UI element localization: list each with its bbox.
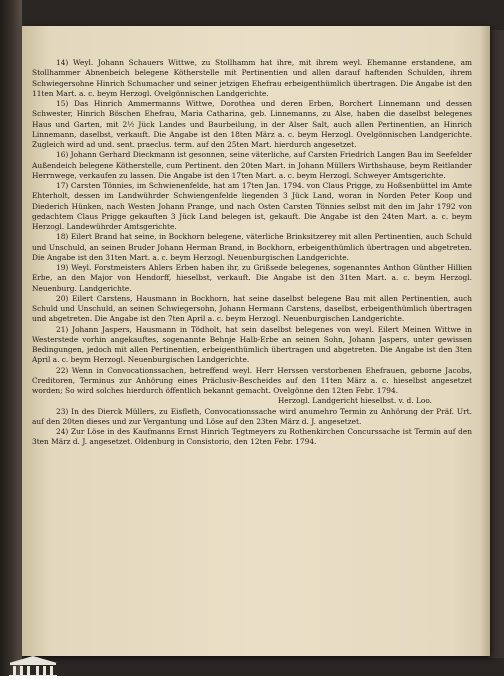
signature-line: Herzogl. Landgericht hieselbst. v. d. Loo. (277, 396, 432, 406)
entry-22: 22) Wenn in Convocationssachen, betreffend weyl. Herr Herssen verstorbenen Ehefrauen, geborne Jacobs, Creditoren, Terminus zur Anhörung eines Präclusiv-Bescheides auf den 11ten März a. c. hieselbst angesetzet worden; So wird solches hierdurch öffentlich bekannt gemacht. Ovelgönne den 12ten Febr. 1794. (32, 365, 472, 395)
book-spine-edge (0, 0, 22, 683)
entry-23: 23) In des Dierck Müllers, zu Eisfleth, Convocationssache wird anumehro Termin zu Anhörung der Präf. Urt. auf den 20ten dieses und zur Vergantung und Löse auf den 23ten März d. J. angesetzet. (32, 406, 472, 426)
entry-18: 18) Eilert Brand hat seine, in Bockhorn belegene, väterliche Brinksitzerey mit allen Pertinentien, auch Schuld und Unschuld, an seinen Bruder Johann Herman Brand, in Bockhorn, erbeigenthümlich übertragen und abgetreten. Die Angabe ist den 31ten Mart. a. c. beym Herzogl. Neuenburgischen Landgerichte. (32, 232, 472, 262)
entry-20: 20) Eilert Carstens, Hausmann in Bockhorn, hat seine daselbst belegene Bau mit allen Pertinentien, auch Schuld und Unschuld, an seinen Schwiegersohn, Johann Hermann Carstens, daselbst, erbeigenthümlich übertragen und abgetreten. Die Angabe ist den 7ten April a. c. beym Herzogl. Neuenburgischen Landgerichte. (32, 293, 472, 324)
entry-16: 16) Johann Gerhard Dieckmann ist gesonnen, seine väterliche, auf Carsten Friedrich Langen Bau im Seefelder Außendeich belegene Kötherstelle, cum Pertinent. den 20ten Mart. in Johann Müllers Wirthshause, beym Reitlander Herrnwege, verkaufen zu lassen. Die Angabe ist den 17ten Mart. a. c. beym Herzogl. Schweyer Amtsgerichte. (32, 150, 472, 180)
footer-bar (0, 676, 504, 683)
entry-19: 19) Weyl. Forstmeisters Ahlers Erben haben ihr, zu Grißsede belegenes, sogenanntes Anthon Günther Hillien Erbe, an den Major von Hendorff, hieselbst, verkauft. Die Angabe ist den 31ten Mart. a. c. beym Herzogl. Neuenburg. Landgerichte. (32, 263, 472, 293)
entry-15: 15) Das Hinrich Ammermanns Wittwe, Dorothea und deren Erben, Borchert Linnemann und dessen Schwester, Hinrich Böschen Ehefrau, Maria Catharina, geb. Linnemanns, zu Alse, haben die daselbst belegenes Haus und Garten, mit 2½ Jück Landes und Baurbeilung, in der Alser Salt, auch allen Pertinentien, an Hinrich Linnemann, daselbst, verkauft. Die Angabe ist den 18ten März a. c. beym Herzogl. Ovelgönnischen Landgerichte. Zugleich wird ad und. sent. praeclus. term. auf den 25ten Mart. hierdurch angesetzet. (32, 99, 472, 149)
document-body (32, 58, 472, 448)
entry-24: 24) Zur Löse in des Kaufmanns Ernst Hinrich Tegtmeyers zu Rothenkirchen Concurssache ist Termin auf den 3ten März d. J. angesetzet. Oldenburg in Consistorio, den 12ten Febr. 1794. (32, 427, 472, 447)
entry-21: 21) Johann Jaspers, Hausmann in Tödholt, hat sein daselbst belegenes von weyl. Eilert Meinen Wittwe in Westerstede vorhin angekauftes, sogenannte Behnje Halb-Erbe an seinen Sohn, Johann Jaspers, unter gewissen Bedingungen, jedoch mit allen Pertinentien, erbeigenthümlich übertragen und abgetreten. Die Angabe ist den 3ten April a. c. beym Herzogl. Neuenburgischen Landgerichte. (32, 324, 472, 365)
page-shadow (488, 30, 504, 658)
entry-14: 14) Weyl. Johann Schauers Wittwe, zu Stollhamm hat ihre, mit ihrem weyl. Ehemanne erstandene, am Stollhammer Abnenbeich belegene Kötherstelle mit Pertinentien und allen darauf haftenden Schulden, ihrem Schwiegersohne Hinrich Schumacher und seiner jetzigen Ehefrau erbeigenthümlich übertragen. Die Angabe ist den 11ten Mart. a. c. beym Herzogl. Ovelgönnischen Landgerichte. (32, 58, 472, 98)
entry-17: 17) Carsten Tönnies, im Schwienenfelde, hat am 17ten Jan. 1794. von Claus Prigge, zu Hoßsenbüttel im Amte Ehterholt, dessen im Landwührder Schwiengenfelde liegenden 3 Jück Land, woran in Norden Peter Koop und Diederich Hünken, nach Westen Johann Prange, und nach Osten Carsten Tönnies selbst mit den im Jahr 1792 von gedachtem Claus Prigge gekauften 3 Jück Land belegen ist, gekauft. Die Angabe ist den 24ten Mart. a. c. beym Herzogl. Landewührder Amtsgerichte. (32, 181, 472, 231)
